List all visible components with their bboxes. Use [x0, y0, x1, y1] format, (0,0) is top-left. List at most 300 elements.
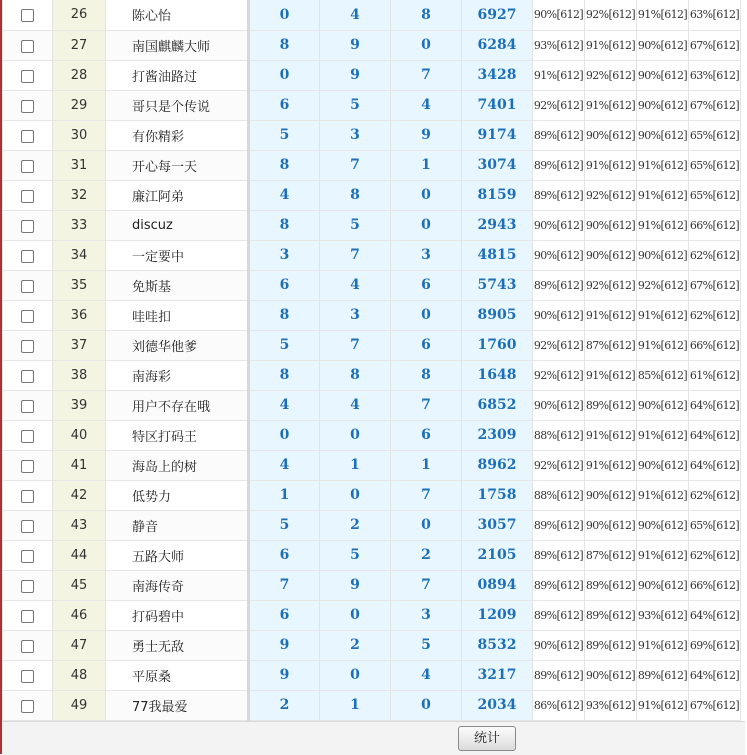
- digit-1: 4: [249, 180, 320, 210]
- stat-value: 90%[612]: [585, 210, 637, 240]
- table-row: [3, 180, 741, 210]
- digit-1: 8: [249, 210, 320, 240]
- stat-value: 88%[612]: [533, 480, 585, 510]
- row-number: 40: [53, 420, 106, 450]
- digit-3: 6: [391, 330, 462, 360]
- stat-value: 90%[612]: [637, 30, 689, 60]
- digit-3: 3: [391, 240, 462, 270]
- select-cell: [3, 180, 53, 210]
- stat-value: 89%[612]: [533, 600, 585, 630]
- row-number: 36: [53, 300, 106, 330]
- digit-3: 3: [391, 600, 462, 630]
- row-checkbox[interactable]: [21, 190, 34, 203]
- row-checkbox[interactable]: [21, 100, 34, 113]
- stat-value: 92%[612]: [533, 330, 585, 360]
- select-cell: [3, 0, 53, 30]
- user-name: 南国麒麟大师: [106, 30, 249, 60]
- code-value: 4815: [462, 240, 533, 270]
- stat-value: 89%[612]: [533, 120, 585, 150]
- user-name: 勇士无敌: [106, 630, 249, 660]
- stat-value: 62%[612]: [689, 480, 741, 510]
- digit-3: 0: [391, 210, 462, 240]
- digit-3: 6: [391, 270, 462, 300]
- stat-value: 92%[612]: [533, 90, 585, 120]
- select-cell: [3, 570, 53, 600]
- digit-1: 7: [249, 570, 320, 600]
- select-cell: [3, 660, 53, 690]
- table-row: [3, 330, 741, 360]
- code-value: 2943: [462, 210, 533, 240]
- user-name: 南海彩: [106, 360, 249, 390]
- stat-value: 89%[612]: [533, 150, 585, 180]
- stat-value: 89%[612]: [533, 570, 585, 600]
- stat-value: 91%[612]: [637, 540, 689, 570]
- stat-value: 92%[612]: [585, 270, 637, 300]
- user-name: 陈心怡: [106, 0, 249, 30]
- row-checkbox[interactable]: [21, 40, 34, 53]
- user-name: 有你精彩: [106, 120, 249, 150]
- stat-value: 89%[612]: [533, 180, 585, 210]
- user-name: 免斯基: [106, 270, 249, 300]
- row-checkbox[interactable]: [21, 460, 34, 473]
- row-checkbox[interactable]: [21, 430, 34, 443]
- code-value: 3217: [462, 660, 533, 690]
- table-row: [3, 60, 741, 90]
- table-row: [3, 390, 741, 420]
- row-number: 38: [53, 360, 106, 390]
- stat-value: 90%[612]: [637, 60, 689, 90]
- row-number: 30: [53, 120, 106, 150]
- stat-value: 86%[612]: [533, 690, 585, 720]
- table-row: [3, 240, 741, 270]
- table-row: [3, 600, 741, 630]
- stat-value: 91%[612]: [637, 210, 689, 240]
- digit-2: 0: [320, 600, 391, 630]
- stat-value: 67%[612]: [689, 690, 741, 720]
- row-checkbox[interactable]: [21, 520, 34, 533]
- digit-2: 0: [320, 480, 391, 510]
- digit-3: 4: [391, 660, 462, 690]
- code-value: 8905: [462, 300, 533, 330]
- digit-1: 8: [249, 300, 320, 330]
- digit-2: 2: [320, 630, 391, 660]
- digit-1: 4: [249, 450, 320, 480]
- stat-value: 90%[612]: [637, 450, 689, 480]
- digit-2: 1: [320, 450, 391, 480]
- stat-value: 64%[612]: [689, 450, 741, 480]
- table-row: [3, 570, 741, 600]
- row-checkbox[interactable]: [21, 580, 34, 593]
- code-value: 2309: [462, 420, 533, 450]
- row-number: 49: [53, 690, 106, 720]
- row-number: 29: [53, 90, 106, 120]
- code-value: 6284: [462, 30, 533, 60]
- digit-2: 8: [320, 180, 391, 210]
- table-row: [3, 420, 741, 450]
- table-row: [3, 0, 741, 30]
- stat-value: 91%[612]: [637, 180, 689, 210]
- digit-3: 0: [391, 690, 462, 720]
- stat-value: 62%[612]: [689, 300, 741, 330]
- digit-1: 6: [249, 90, 320, 120]
- user-name: 打酱油路过: [106, 60, 249, 90]
- code-value: 3057: [462, 510, 533, 540]
- stat-value: 90%[612]: [585, 240, 637, 270]
- stat-value: 92%[612]: [585, 0, 637, 30]
- stat-value: 90%[612]: [637, 240, 689, 270]
- row-checkbox[interactable]: [21, 310, 34, 323]
- select-cell: [3, 390, 53, 420]
- digit-3: 7: [391, 480, 462, 510]
- row-checkbox[interactable]: [21, 70, 34, 83]
- table-row: [3, 630, 741, 660]
- code-value: 0894: [462, 570, 533, 600]
- row-number: 34: [53, 240, 106, 270]
- stat-value: 64%[612]: [689, 600, 741, 630]
- code-value: 5743: [462, 270, 533, 300]
- row-number: 32: [53, 180, 106, 210]
- select-cell: [3, 510, 53, 540]
- table-row: [3, 690, 741, 720]
- digit-3: 7: [391, 390, 462, 420]
- user-name: 五路大师: [106, 540, 249, 570]
- stat-value: 90%[612]: [637, 90, 689, 120]
- digit-2: 3: [320, 120, 391, 150]
- stat-value: 90%[612]: [637, 390, 689, 420]
- stat-value: 90%[612]: [533, 390, 585, 420]
- stat-value: 90%[612]: [585, 480, 637, 510]
- stat-value: 89%[612]: [533, 660, 585, 690]
- digit-1: 9: [249, 660, 320, 690]
- stat-value: 91%[612]: [585, 420, 637, 450]
- table-row: [3, 300, 741, 330]
- stat-value: 91%[612]: [585, 90, 637, 120]
- code-value: 8532: [462, 630, 533, 660]
- code-value: 6927: [462, 0, 533, 30]
- stat-value: 89%[612]: [533, 510, 585, 540]
- digit-3: 8: [391, 0, 462, 30]
- digit-1: 5: [249, 330, 320, 360]
- stat-value: 91%[612]: [637, 420, 689, 450]
- select-cell: [3, 90, 53, 120]
- digit-1: 0: [249, 60, 320, 90]
- digit-1: 5: [249, 120, 320, 150]
- row-number: 46: [53, 600, 106, 630]
- user-name: 77我最爱: [106, 690, 249, 720]
- table-row: [3, 450, 741, 480]
- row-number: 42: [53, 480, 106, 510]
- code-value: 1648: [462, 360, 533, 390]
- row-number: 39: [53, 390, 106, 420]
- stat-value: 90%[612]: [637, 120, 689, 150]
- stat-value: 90%[612]: [533, 240, 585, 270]
- stat-value: 91%[612]: [637, 300, 689, 330]
- stat-value: 90%[612]: [533, 630, 585, 660]
- select-cell: [3, 690, 53, 720]
- stat-value: 92%[612]: [637, 270, 689, 300]
- code-value: 8159: [462, 180, 533, 210]
- stat-value: 91%[612]: [585, 360, 637, 390]
- stat-value: 90%[612]: [585, 120, 637, 150]
- stat-value: 90%[612]: [533, 0, 585, 30]
- row-number: 45: [53, 570, 106, 600]
- row-number: 37: [53, 330, 106, 360]
- row-checkbox[interactable]: [21, 130, 34, 143]
- stat-value: 93%[612]: [585, 690, 637, 720]
- table-row: [3, 360, 741, 390]
- row-checkbox[interactable]: [21, 370, 34, 383]
- stat-value: 69%[612]: [689, 630, 741, 660]
- stat-value: 89%[612]: [585, 570, 637, 600]
- stat-value: 91%[612]: [637, 480, 689, 510]
- row-checkbox[interactable]: [21, 220, 34, 233]
- table-row: [3, 540, 741, 570]
- stat-value: 90%[612]: [585, 510, 637, 540]
- select-cell: [3, 60, 53, 90]
- select-cell: [3, 630, 53, 660]
- code-value: 1760: [462, 330, 533, 360]
- digit-3: 2: [391, 540, 462, 570]
- select-cell: [3, 240, 53, 270]
- code-value: 7401: [462, 90, 533, 120]
- stat-value: 63%[612]: [689, 0, 741, 30]
- stat-value: 89%[612]: [585, 390, 637, 420]
- stat-value: 92%[612]: [585, 60, 637, 90]
- user-name: 哇哇扣: [106, 300, 249, 330]
- row-number: 43: [53, 510, 106, 540]
- digit-2: 1: [320, 690, 391, 720]
- user-name: 廉江阿弟: [106, 180, 249, 210]
- row-checkbox[interactable]: [21, 250, 34, 263]
- user-name: 低势力: [106, 480, 249, 510]
- digit-1: 6: [249, 540, 320, 570]
- stat-value: 67%[612]: [689, 30, 741, 60]
- user-name: 静音: [106, 510, 249, 540]
- digit-2: 9: [320, 570, 391, 600]
- user-name: 刘德华他爹: [106, 330, 249, 360]
- stat-value: 89%[612]: [585, 600, 637, 630]
- row-checkbox[interactable]: [21, 610, 34, 623]
- code-value: 8962: [462, 450, 533, 480]
- table-row: [3, 480, 741, 510]
- user-name: 打码碧中: [106, 600, 249, 630]
- stat-value: 91%[612]: [533, 60, 585, 90]
- table-row: [3, 210, 741, 240]
- digit-2: 4: [320, 270, 391, 300]
- code-value: 6852: [462, 390, 533, 420]
- code-value: 3074: [462, 150, 533, 180]
- row-checkbox[interactable]: [21, 490, 34, 503]
- code-value: 1209: [462, 600, 533, 630]
- stat-value: 93%[612]: [637, 600, 689, 630]
- digit-3: 8: [391, 360, 462, 390]
- digit-3: 1: [391, 450, 462, 480]
- digit-3: 9: [391, 120, 462, 150]
- user-name: 用户不存在哦: [106, 390, 249, 420]
- statistics-button[interactable]: 统计: [458, 726, 516, 751]
- stat-value: 64%[612]: [689, 420, 741, 450]
- stat-value: 63%[612]: [689, 60, 741, 90]
- row-number: 31: [53, 150, 106, 180]
- select-cell: [3, 270, 53, 300]
- select-cell: [3, 450, 53, 480]
- stat-value: 91%[612]: [637, 0, 689, 30]
- digit-1: 9: [249, 630, 320, 660]
- row-checkbox[interactable]: [21, 550, 34, 563]
- code-value: 2105: [462, 540, 533, 570]
- stat-value: 64%[612]: [689, 390, 741, 420]
- row-number: 26: [53, 0, 106, 30]
- footer-bar: [2, 721, 745, 755]
- stat-value: 67%[612]: [689, 90, 741, 120]
- stats-table: [2, 0, 741, 721]
- stat-value: 91%[612]: [585, 150, 637, 180]
- digit-3: 0: [391, 510, 462, 540]
- row-number: 27: [53, 30, 106, 60]
- digit-1: 1: [249, 480, 320, 510]
- stat-value: 61%[612]: [689, 360, 741, 390]
- digit-2: 7: [320, 330, 391, 360]
- digit-3: 7: [391, 60, 462, 90]
- digit-1: 0: [249, 420, 320, 450]
- stat-value: 89%[612]: [637, 660, 689, 690]
- code-value: 2034: [462, 690, 533, 720]
- code-value: 1758: [462, 480, 533, 510]
- stat-value: 90%[612]: [533, 300, 585, 330]
- user-name: 海岛上的树: [106, 450, 249, 480]
- row-checkbox[interactable]: [21, 670, 34, 683]
- digit-3: 1: [391, 150, 462, 180]
- select-cell: [3, 480, 53, 510]
- digit-2: 7: [320, 150, 391, 180]
- table-row: [3, 510, 741, 540]
- row-number: 44: [53, 540, 106, 570]
- table-row: [3, 270, 741, 300]
- stat-value: 65%[612]: [689, 510, 741, 540]
- table-body: [3, 0, 741, 720]
- stat-value: 90%[612]: [585, 660, 637, 690]
- user-name: 一定要中: [106, 240, 249, 270]
- stat-value: 90%[612]: [533, 210, 585, 240]
- digit-2: 3: [320, 300, 391, 330]
- select-cell: [3, 300, 53, 330]
- stat-value: 92%[612]: [533, 360, 585, 390]
- user-name: 平原桑: [106, 660, 249, 690]
- select-cell: [3, 30, 53, 60]
- digit-2: 4: [320, 0, 391, 30]
- row-checkbox[interactable]: [21, 400, 34, 413]
- stat-value: 87%[612]: [585, 330, 637, 360]
- digit-2: 5: [320, 540, 391, 570]
- digit-3: 0: [391, 180, 462, 210]
- stat-value: 91%[612]: [585, 30, 637, 60]
- stat-value: 66%[612]: [689, 570, 741, 600]
- digit-2: 9: [320, 60, 391, 90]
- select-cell: [3, 210, 53, 240]
- digit-3: 7: [391, 570, 462, 600]
- digit-3: 0: [391, 30, 462, 60]
- digit-1: 3: [249, 240, 320, 270]
- stat-value: 65%[612]: [689, 150, 741, 180]
- row-number: 41: [53, 450, 106, 480]
- digit-2: 8: [320, 360, 391, 390]
- row-number: 47: [53, 630, 106, 660]
- stat-value: 90%[612]: [637, 510, 689, 540]
- row-checkbox[interactable]: [21, 340, 34, 353]
- table-row: [3, 120, 741, 150]
- digit-1: 4: [249, 390, 320, 420]
- stat-value: 65%[612]: [689, 120, 741, 150]
- code-value: 9174: [462, 120, 533, 150]
- digit-1: 6: [249, 600, 320, 630]
- row-number: 28: [53, 60, 106, 90]
- digit-1: 0: [249, 0, 320, 30]
- digit-2: 9: [320, 30, 391, 60]
- row-checkbox[interactable]: [21, 280, 34, 293]
- table-row: [3, 150, 741, 180]
- stat-value: 89%[612]: [585, 630, 637, 660]
- stat-value: 91%[612]: [637, 630, 689, 660]
- digit-3: 0: [391, 300, 462, 330]
- stat-value: 89%[612]: [533, 540, 585, 570]
- digit-3: 6: [391, 420, 462, 450]
- stat-value: 85%[612]: [637, 360, 689, 390]
- user-name: discuz: [106, 210, 249, 240]
- digit-2: 5: [320, 90, 391, 120]
- stat-value: 62%[612]: [689, 540, 741, 570]
- select-cell: [3, 150, 53, 180]
- digit-2: 7: [320, 240, 391, 270]
- stat-value: 92%[612]: [585, 180, 637, 210]
- stat-value: 92%[612]: [533, 450, 585, 480]
- stat-value: 93%[612]: [533, 30, 585, 60]
- table-row: [3, 30, 741, 60]
- stat-value: 90%[612]: [637, 570, 689, 600]
- stat-value: 67%[612]: [689, 270, 741, 300]
- digit-2: 0: [320, 660, 391, 690]
- stat-value: 65%[612]: [689, 180, 741, 210]
- row-checkbox[interactable]: [21, 9, 34, 22]
- digit-1: 8: [249, 30, 320, 60]
- stat-value: 64%[612]: [689, 660, 741, 690]
- table-row: [3, 90, 741, 120]
- stat-value: 91%[612]: [585, 450, 637, 480]
- digit-2: 4: [320, 390, 391, 420]
- stat-value: 91%[612]: [585, 300, 637, 330]
- user-name: 哥只是个传说: [106, 90, 249, 120]
- stat-value: 88%[612]: [533, 420, 585, 450]
- digit-1: 8: [249, 150, 320, 180]
- row-checkbox[interactable]: [21, 640, 34, 653]
- row-checkbox[interactable]: [21, 160, 34, 173]
- digit-2: 0: [320, 420, 391, 450]
- stat-value: 87%[612]: [585, 540, 637, 570]
- digit-2: 5: [320, 210, 391, 240]
- select-cell: [3, 600, 53, 630]
- select-cell: [3, 360, 53, 390]
- user-name: 特区打码王: [106, 420, 249, 450]
- stat-value: 66%[612]: [689, 330, 741, 360]
- digit-3: 5: [391, 630, 462, 660]
- digit-2: 2: [320, 510, 391, 540]
- digit-1: 8: [249, 360, 320, 390]
- select-cell: [3, 540, 53, 570]
- stat-value: 89%[612]: [533, 270, 585, 300]
- row-checkbox[interactable]: [21, 700, 34, 713]
- code-value: 3428: [462, 60, 533, 90]
- digit-1: 5: [249, 510, 320, 540]
- stat-value: 62%[612]: [689, 240, 741, 270]
